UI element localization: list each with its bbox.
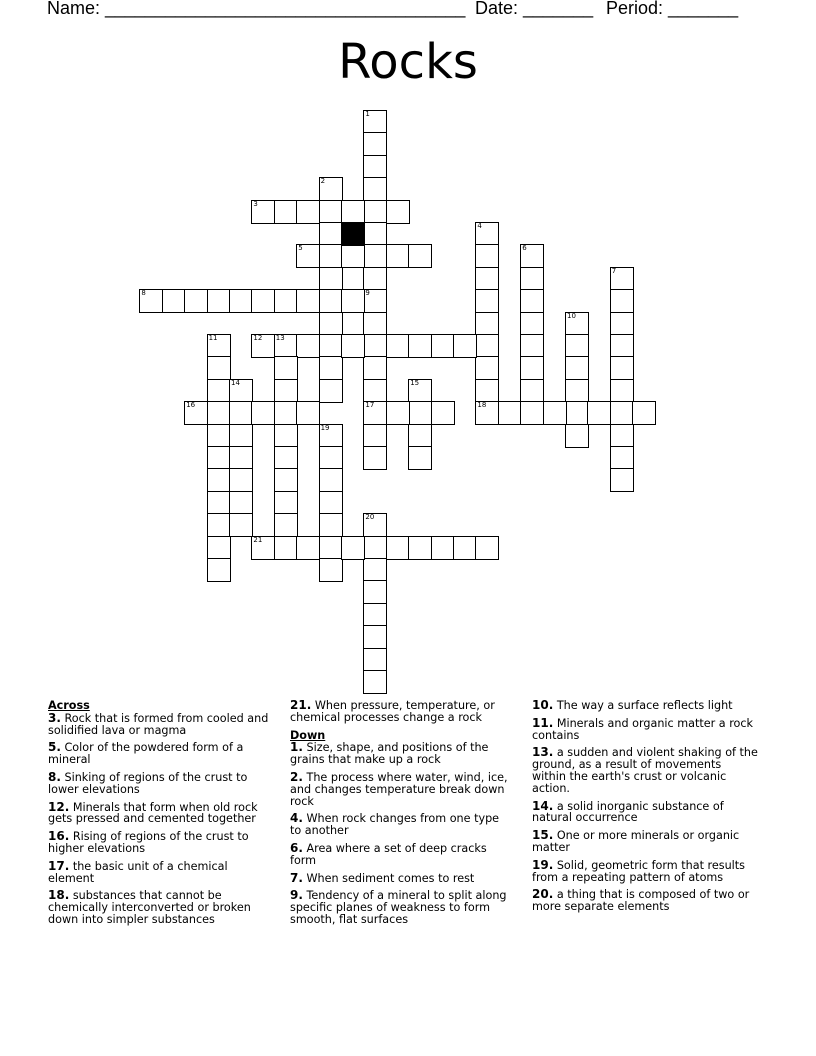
grid-cell[interactable] <box>520 312 544 336</box>
clue-number: 7. <box>290 870 303 885</box>
clue-across-17 <box>48 858 270 885</box>
grid-cell[interactable] <box>319 379 343 403</box>
cell-number: 10 <box>567 311 576 320</box>
clue-number: 2. <box>290 769 303 784</box>
clue-across-12 <box>48 799 270 826</box>
grid-cell[interactable] <box>251 401 275 425</box>
grid-cell[interactable] <box>363 580 387 604</box>
grid-cell[interactable] <box>274 536 298 560</box>
grid-cell[interactable] <box>251 334 275 358</box>
clue-down-10 <box>532 700 758 712</box>
grid-cell[interactable] <box>610 334 634 358</box>
grid-cell[interactable] <box>341 200 365 224</box>
grid-cell[interactable] <box>632 401 656 425</box>
date-field[interactable]: Date: _______ <box>475 0 594 18</box>
grid-cell[interactable] <box>363 155 387 179</box>
grid-cell[interactable] <box>363 670 387 694</box>
grid-cell[interactable] <box>341 244 365 268</box>
clue-text: a solid inorganic substance of natural occurrence <box>532 799 724 825</box>
grid-cell[interactable] <box>319 424 343 448</box>
clue-text: Minerals that form when old rock gets pressed and cemented together <box>48 800 258 826</box>
grid-cell[interactable] <box>520 334 544 358</box>
grid-cell[interactable] <box>274 289 298 313</box>
clue-down-9 <box>290 890 512 925</box>
clue-column-3 <box>532 700 758 919</box>
grid-cell[interactable] <box>274 379 298 403</box>
clue-number: 8. <box>48 769 61 784</box>
cell-number: 17 <box>365 401 375 410</box>
clue-text: The process where water, wind, ice, and changes temperature break down rock <box>290 770 508 808</box>
clue-column-1 <box>48 700 270 932</box>
grid-cell[interactable] <box>610 379 634 403</box>
grid-cell[interactable] <box>184 401 208 425</box>
clue-number: 1. <box>290 740 303 755</box>
grid-cell[interactable] <box>520 356 544 380</box>
grid-cell[interactable] <box>543 401 567 425</box>
clue-down-13 <box>532 747 758 794</box>
grid-cell[interactable] <box>475 334 499 358</box>
grid-cell[interactable] <box>229 401 253 425</box>
grid-cell[interactable] <box>229 379 253 403</box>
grid-cell[interactable] <box>363 222 387 246</box>
clue-number: 10. <box>532 698 554 712</box>
clue-text: One or more minerals or organic matter <box>532 829 740 854</box>
clue-across-8 <box>48 769 270 796</box>
grid-cell[interactable] <box>319 267 343 291</box>
grid-cell[interactable] <box>363 289 387 313</box>
grid-cell[interactable] <box>319 289 343 313</box>
grid-cell[interactable] <box>319 356 343 380</box>
cell-number: 3 <box>253 199 258 208</box>
grid-cell[interactable] <box>363 244 387 268</box>
name-field[interactable]: Name: ____________________________________ <box>47 0 466 18</box>
grid-cell[interactable] <box>431 334 455 358</box>
grid-cell[interactable] <box>319 468 343 492</box>
clue-text: Area where a set of deep cracks form <box>290 841 487 867</box>
grid-cell[interactable] <box>363 200 387 224</box>
grid-cell[interactable] <box>207 334 231 358</box>
clue-number: 11. <box>532 715 554 730</box>
grid-cell[interactable] <box>274 513 298 537</box>
grid-cell[interactable] <box>207 424 231 448</box>
grid-cell[interactable] <box>475 222 499 246</box>
clue-down-20 <box>532 889 758 913</box>
grid-cell[interactable] <box>363 356 387 380</box>
grid-cell[interactable] <box>386 401 410 425</box>
cell-number: 4 <box>477 222 482 230</box>
grid-cell[interactable] <box>341 536 365 560</box>
clue-down-1 <box>290 742 512 766</box>
cell-number: 13 <box>275 334 285 342</box>
clue-number: 4. <box>290 811 303 826</box>
grid-cell[interactable] <box>475 312 499 336</box>
cell-number: 8 <box>141 289 146 298</box>
grid-cell[interactable] <box>565 356 589 380</box>
grid-cell[interactable] <box>610 289 634 313</box>
cell-number: 19 <box>320 423 330 432</box>
grid-cell[interactable] <box>274 356 298 380</box>
grid-cell[interactable] <box>207 401 231 425</box>
grid-cell[interactable] <box>274 491 298 515</box>
clue-text: a thing that is composed of two or more separate elements <box>532 888 750 914</box>
cell-number: 15 <box>410 378 420 387</box>
grid-cell[interactable] <box>565 424 589 448</box>
grid-cell[interactable] <box>453 536 477 560</box>
clue-number: 18. <box>48 888 70 903</box>
clue-text: When pressure, temperature, or chemical processes change a rock <box>290 699 495 724</box>
grid-cell[interactable] <box>229 491 253 515</box>
clue-down-11 <box>532 715 758 742</box>
grid-cell[interactable] <box>207 356 231 380</box>
across-heading: Across <box>48 699 90 712</box>
grid-cell[interactable] <box>251 289 275 313</box>
grid-cell[interactable] <box>274 424 298 448</box>
grid-cell[interactable] <box>363 513 387 537</box>
grid-cell[interactable] <box>319 446 343 470</box>
clue-text: the basic unit of a chemical element <box>48 859 228 885</box>
grid-cell[interactable] <box>498 401 522 425</box>
grid-cell[interactable] <box>565 334 589 358</box>
grid-cell[interactable] <box>229 446 253 470</box>
grid-cell[interactable] <box>319 312 343 336</box>
clue-text: When sediment comes to rest <box>306 871 475 885</box>
clue-number: 14. <box>532 798 554 813</box>
grid-cell[interactable] <box>363 401 387 425</box>
grid-cell[interactable] <box>408 334 432 358</box>
clue-text: Sinking of regions of the crust to lower elevations <box>48 770 248 796</box>
clue-number: 5. <box>48 740 61 755</box>
grid-cell[interactable] <box>319 558 343 582</box>
grid-cell[interactable] <box>296 334 320 358</box>
period-field[interactable]: Period: _______ <box>606 0 739 18</box>
grid-cell[interactable] <box>610 312 634 336</box>
grid-cell[interactable] <box>431 536 455 560</box>
grid-cell[interactable] <box>408 536 432 560</box>
grid-cell[interactable] <box>207 491 231 515</box>
grid-cell[interactable] <box>139 289 163 313</box>
grid-cell[interactable] <box>363 536 387 560</box>
clue-text: Minerals and organic matter a rock contains <box>532 716 754 742</box>
grid-cell[interactable] <box>274 468 298 492</box>
grid-cell[interactable] <box>296 536 320 560</box>
grid-cell[interactable] <box>319 513 343 537</box>
grid-cell[interactable] <box>363 424 387 448</box>
grid-cell[interactable] <box>363 110 387 134</box>
grid-cell[interactable] <box>229 468 253 492</box>
clue-number: 3. <box>48 710 61 725</box>
grid-cell[interactable] <box>408 379 432 403</box>
clue-across-18 <box>48 890 270 925</box>
grid-cell[interactable] <box>475 379 499 403</box>
grid-cell[interactable] <box>341 334 365 358</box>
clue-column-2 <box>290 700 512 932</box>
clue-down-4 <box>290 813 512 837</box>
cell-number: 2 <box>320 177 326 186</box>
cell-number: 16 <box>186 401 196 410</box>
clue-number: 21. <box>290 698 312 712</box>
grid-cell[interactable] <box>610 267 634 291</box>
clue-text: Rock that is formed from cooled and solidified lava or magma <box>48 711 269 737</box>
clue-text: substances that cannot be chemically interconverted or broken down into simpler substances <box>48 889 251 926</box>
cell-number: 6 <box>522 244 527 253</box>
cell-number: 7 <box>611 266 617 275</box>
grid-cell[interactable] <box>363 312 387 336</box>
grid-cell[interactable] <box>610 356 634 380</box>
grid-cell[interactable] <box>475 536 499 560</box>
grid-cell[interactable] <box>363 177 387 201</box>
grid-cell[interactable] <box>363 267 387 291</box>
grid-cell[interactable] <box>386 244 410 268</box>
grid-cell[interactable] <box>475 244 499 268</box>
grid-cell[interactable] <box>363 132 387 156</box>
clue-text: Tendency of a mineral to split along specific planes of weakness to form smooth, flat surfaces <box>290 889 507 926</box>
grid-cell[interactable] <box>207 513 231 537</box>
clue-text: a sudden and violent shaking of the ground, as a result of movements within the earth's crust or volcanic action. <box>532 746 758 795</box>
clue-text: Rising of regions of the crust to higher elevations <box>48 830 249 855</box>
grid-cell[interactable] <box>251 536 275 560</box>
clue-across-3 <box>48 710 270 737</box>
grid-cell[interactable] <box>408 424 432 448</box>
grid-cell[interactable] <box>520 289 544 313</box>
grid-cell[interactable] <box>363 625 387 649</box>
grid-cell[interactable] <box>274 334 298 358</box>
grid-cell[interactable] <box>363 446 387 470</box>
clue-down-6 <box>290 840 512 867</box>
clue-across-5 <box>48 742 270 766</box>
puzzle-title: Rocks <box>338 34 478 90</box>
clue-number: 13. <box>532 745 554 760</box>
grid-cell[interactable] <box>296 401 320 425</box>
grid-cell[interactable] <box>274 446 298 470</box>
grid-cell[interactable] <box>386 200 410 224</box>
clue-number: 12. <box>48 799 70 814</box>
grid-cell[interactable] <box>319 491 343 515</box>
grid-black-cell <box>341 222 365 246</box>
clue-down-19 <box>532 857 758 884</box>
grid-cell[interactable] <box>229 289 253 313</box>
clue-text: Size, shape, and positions of the grains that make up a rock <box>290 741 489 767</box>
grid-cell[interactable] <box>184 289 208 313</box>
grid-cell[interactable] <box>408 401 432 425</box>
clue-number: 17. <box>48 858 70 873</box>
grid-cell[interactable] <box>363 558 387 582</box>
cell-number: 12 <box>253 334 263 342</box>
clue-across-21 <box>290 700 512 724</box>
grid-cell[interactable] <box>207 558 231 582</box>
clue-across-16 <box>48 831 270 855</box>
clue-number: 16. <box>48 829 70 844</box>
grid-cell[interactable] <box>274 200 298 224</box>
grid-cell[interactable] <box>207 446 231 470</box>
cell-number: 5 <box>298 244 303 253</box>
grid-cell[interactable] <box>319 536 343 560</box>
clue-down-15 <box>532 830 758 854</box>
grid-cell[interactable] <box>363 379 387 403</box>
clue-text: The way a surface reflects light <box>556 699 733 712</box>
cell-number: 21 <box>253 535 263 544</box>
grid-cell[interactable] <box>319 244 343 268</box>
cell-number: 11 <box>208 334 218 342</box>
grid-cell[interactable] <box>341 289 365 313</box>
grid-cell[interactable] <box>565 401 589 425</box>
grid-cell[interactable] <box>363 648 387 672</box>
clue-number: 20. <box>532 887 554 902</box>
clue-number: 6. <box>290 840 303 855</box>
grid-cell[interactable] <box>296 244 320 268</box>
grid-cell[interactable] <box>520 267 544 291</box>
cell-number: 20 <box>365 513 375 522</box>
clue-text: Color of the powdered form of a mineral <box>48 741 244 767</box>
cell-number: 14 <box>231 378 240 387</box>
down-heading: Down <box>290 728 326 742</box>
grid-cell[interactable] <box>475 401 499 425</box>
grid-cell[interactable] <box>363 603 387 627</box>
grid-cell[interactable] <box>319 222 343 246</box>
grid-cell[interactable] <box>319 334 343 358</box>
grid-cell[interactable] <box>610 446 634 470</box>
grid-cell[interactable] <box>319 200 343 224</box>
grid-cell[interactable] <box>229 513 253 537</box>
clue-text: Solid, geometric form that results from a repeating pattern of atoms <box>532 858 746 884</box>
grid-cell[interactable] <box>475 267 499 291</box>
grid-cell[interactable] <box>565 312 589 336</box>
grid-cell[interactable] <box>610 468 634 492</box>
grid-cell[interactable] <box>296 200 320 224</box>
grid-cell[interactable] <box>251 200 275 224</box>
clue-text: When rock changes from one type to another <box>290 812 500 838</box>
grid-cell[interactable] <box>520 244 544 268</box>
grid-cell[interactable] <box>274 401 298 425</box>
grid-cell[interactable] <box>610 424 634 448</box>
grid-cell[interactable] <box>475 356 499 380</box>
clue-number: 9. <box>290 888 303 903</box>
grid-cell[interactable] <box>162 289 186 313</box>
grid-cell[interactable] <box>207 289 231 313</box>
clue-down-7 <box>290 870 512 885</box>
grid-cell[interactable] <box>520 401 544 425</box>
grid-cell[interactable] <box>453 334 477 358</box>
grid-cell[interactable] <box>610 401 634 425</box>
grid-cell[interactable] <box>207 468 231 492</box>
grid-cell[interactable] <box>587 401 611 425</box>
grid-cell[interactable] <box>229 424 253 448</box>
cell-number: 1 <box>365 110 370 118</box>
clue-down-2 <box>290 769 512 808</box>
grid-cell[interactable] <box>408 244 432 268</box>
grid-cell[interactable] <box>565 379 589 403</box>
grid-cell[interactable] <box>431 401 455 425</box>
grid-cell[interactable] <box>296 289 320 313</box>
clue-number: 19. <box>532 857 554 872</box>
grid-cell[interactable] <box>386 536 410 560</box>
grid-cell[interactable] <box>319 177 343 201</box>
grid-cell[interactable] <box>207 379 231 403</box>
grid-cell[interactable] <box>475 289 499 313</box>
grid-cell[interactable] <box>386 334 410 358</box>
clue-number: 15. <box>532 828 554 843</box>
grid-cell[interactable] <box>363 334 387 358</box>
grid-cell[interactable] <box>207 536 231 560</box>
cell-number: 9 <box>365 289 370 298</box>
cell-number: 18 <box>477 401 487 410</box>
grid-cell[interactable] <box>408 446 432 470</box>
grid-cell[interactable] <box>520 379 544 403</box>
clue-down-14 <box>532 798 758 825</box>
